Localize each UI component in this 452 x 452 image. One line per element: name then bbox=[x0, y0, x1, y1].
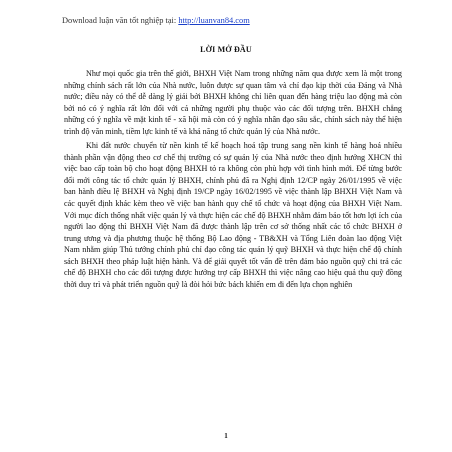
document-body bbox=[64, 68, 402, 291]
page-title: LỜI MỞ ĐẦU bbox=[200, 45, 252, 54]
header-link[interactable]: http://luanvan84.com bbox=[178, 16, 250, 25]
paragraph-1: Như mọi quốc gia trên thế giới, BHXH Việt Nam trong những năm qua được xem là một trong những chính sách rất lớn của Nhà nước, luôn được sự quan tâm và chỉ đạo kịp thời của Đảng và Nhà nước; điều này có thể dễ dàng lý giải bởi BHXH không chỉ liên quan đến hàng triệu lao động mà còn bởi nó có ý nghĩa rất lớn đối với cả những người phụ thuộc vào các đối tượng trên. BHXH chẳng những có ý nghĩa về mặt kinh tế - xã hội mà còn có ý nghĩa nhân đạo sâu sắc, chính sách này thể hiện trình độ văn minh, tiềm lực kinh tế và khả năng tổ chức quản lý của Nhà nước. bbox=[64, 69, 402, 136]
header-text: Download luận văn tốt nghiệp tại: bbox=[62, 16, 179, 25]
paragraph-2: Khi đất nước chuyển từ nền kinh tế kế hoạch hoá tập trung sang nền kinh tế hàng hoá nhiều thành phần vận động theo cơ chế thị trường có sự quản lý của Nhà nước theo định hướng XHCN thì việc bao cấp toàn bộ cho hoạt động BHXH tỏ ra không còn phù hợp với tình hình mới. Để từng bước đổi mới công tác tổ chức quản lý BHXH, chính phủ đã ra Nghị định 12/CP ngày 26/01/1995 về việc ban hành điều lệ BHXH và Nghị định 19/CP ngày 16/02/1995 về việc thành lập BHXH Việt Nam và các quyết định khác kèm theo về việc ban hành quy chế tổ chức và hoạt động của BHXH Việt Nam. Với mục đích thống nhất việc quản lý và thực hiện các chế độ BHXH nhằm đảm bảo tốt hơn lợi ích của người lao động thì BHXH Việt Nam đã được thành lập trên cơ sở thống nhất các tổ chức BHXH ở trung ương và địa phương thuộc hệ thống Bộ Lao động - TB&XH và Tổng Liên đoàn lao động Việt Nam nhằm giúp Thủ tướng chính phủ chỉ đạo công tác quản lý quỹ BHXH và thực hiện chế độ chính sách BHXH theo pháp luật hiện hành. Và để giải quyết tốt vấn đề trên đảm bảo nguồn quỹ chi trả các chế độ BHXH cho các đối tượng được hưởng trợ cấp BHXH thì việc nâng cao hiệu quả thu quỹ đồng thời duy trì và phát triển nguồn quỹ là đòi hỏi bức bách khiến em đi đến lựa chọn nghiên bbox=[64, 141, 402, 289]
download-header bbox=[62, 16, 250, 25]
page-number: 1 bbox=[224, 432, 228, 440]
